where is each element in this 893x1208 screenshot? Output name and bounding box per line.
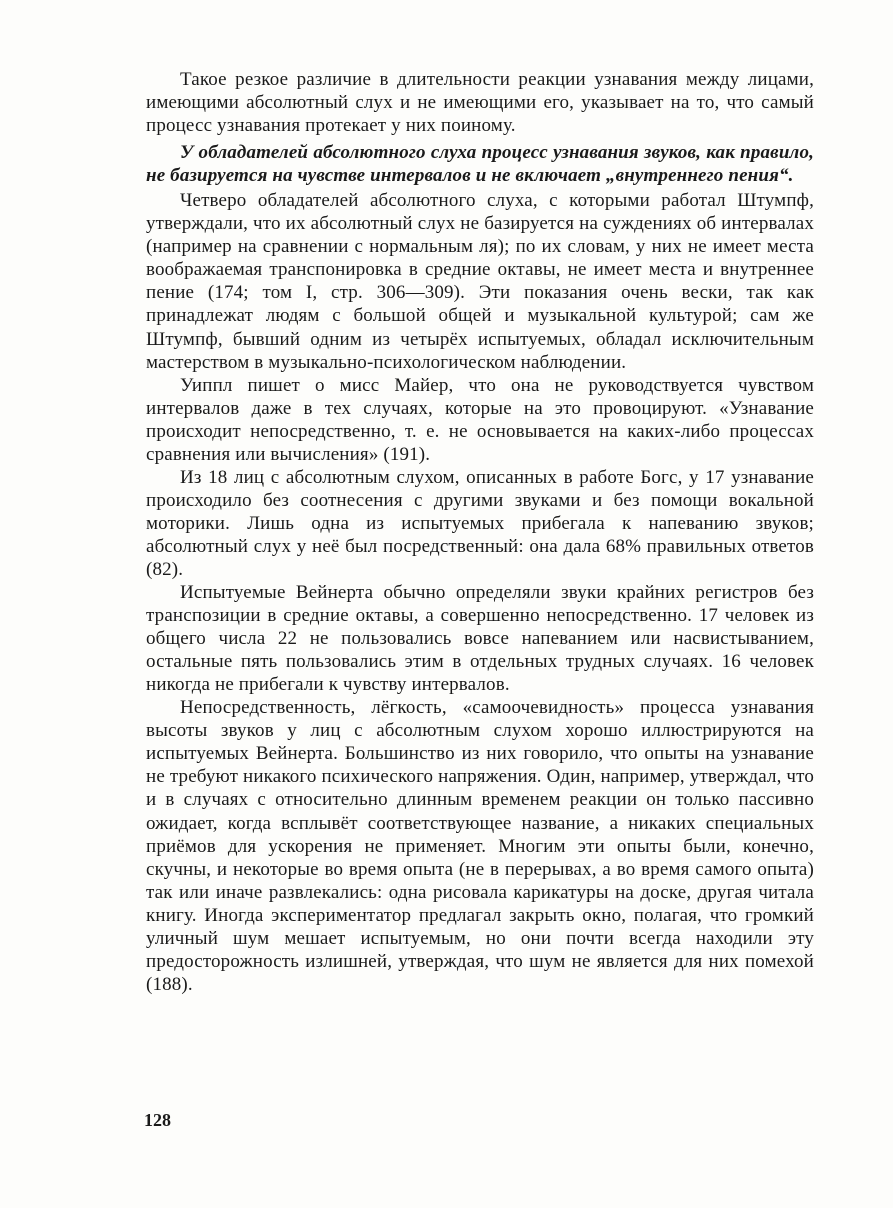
paragraph-immediacy: Непосредственность, лёгкость, «самоочевидность» процесса узнавания высоты звуков у лиц с абсолютным слухом хорошо иллюстрируются на испытуемых Вейнерта. Большинство из них говорило, что опыты на узнавание не требуют никакого психического напряжения. Один, например, утверждал, что и в случаях с относительно длинным временем реакции он только пассивно ожидает, когда всплывёт соответствующее название, а никаких специальных приёмов для ускорения не применяет. Многим эти опыты были, конечно, скучны, и некоторые во время опыта (не в перерывах, а во время самого опыта) так или иначе развлекались: одна рисовала карикатуры на доске, другая читала книгу. Иногда экспериментатор предлагал закрыть окно, полагая, что громкий уличный шум мешает испытуемым, но они почти всегда находили эту предосторожность излишней, утверждая, что шум не является для них помехой (188). [146, 697, 814, 995]
paragraph-weinert: Испытуемые Вейнерта обычно определяли звуки крайних регистров без транспозиции в средние октавы, а совершенно непосредственно. 17 человек из общего числа 22 не пользовались вовсе напеванием или насвистыванием, остальные пять пользовались этим в отдельных трудных случаях. 16 человек никогда не прибегали к чувству интервалов. [146, 582, 814, 696]
paragraph-whipple: Уиппл пишет о мисс Майер, что она не руководствуется чувством интервалов даже в тех случаях, которые на это провоцируют. «Узнавание происходит непосредственно, т. е. не основывается на каких-либо процессах сравнения или вычисления» (191). [146, 374, 814, 465]
page-text [146, 68, 814, 996]
paragraph-stumpf: Четверо обладателей абсолютного слуха, с которыми работал Штумпф, утверждали, что их абсолютный слух не базируется на суждениях об интервалах (например на сравнении с нормальным ля); по их словам, у них не имеет места воображаемая транспонировка в средние октавы, не имеет места и внутреннее пение (174; том I, стр. 306—309). Эти показания очень вески, так как принадлежат людям с большой общей и музыкальной культурой; сам же Штумпф, бывший одним из четырёх испытуемых, обладал исключительным мастерством в музыкально-психологическом наблюдении. [146, 190, 814, 373]
paragraph-1: Такое резкое различие в длительности реакции узнавания между лицами, имеющими абсолютный слух и не имеющими его, указывает на то, что самый процесс узнавания протекает у них поиному. [146, 69, 814, 137]
italic-thesis-heading: У обладателей абсолютного слуха процесс узнавания звуков, как правило, не базируется на чувстве интервалов и не включает „внутреннего пения“. [146, 142, 814, 187]
paragraph-boggs: Из 18 лиц с абсолютным слухом, описанных в работе Богс, у 17 узнавание происходило без соотнесения с другими звуками и без помощи вокальной моторики. Лишь одна из испытуемых прибегала к напеванию звуков; абсолютный слух у неё был посредственный: она дала 68% правильных ответов (82). [146, 466, 814, 580]
page-number: 128 [144, 1110, 171, 1130]
